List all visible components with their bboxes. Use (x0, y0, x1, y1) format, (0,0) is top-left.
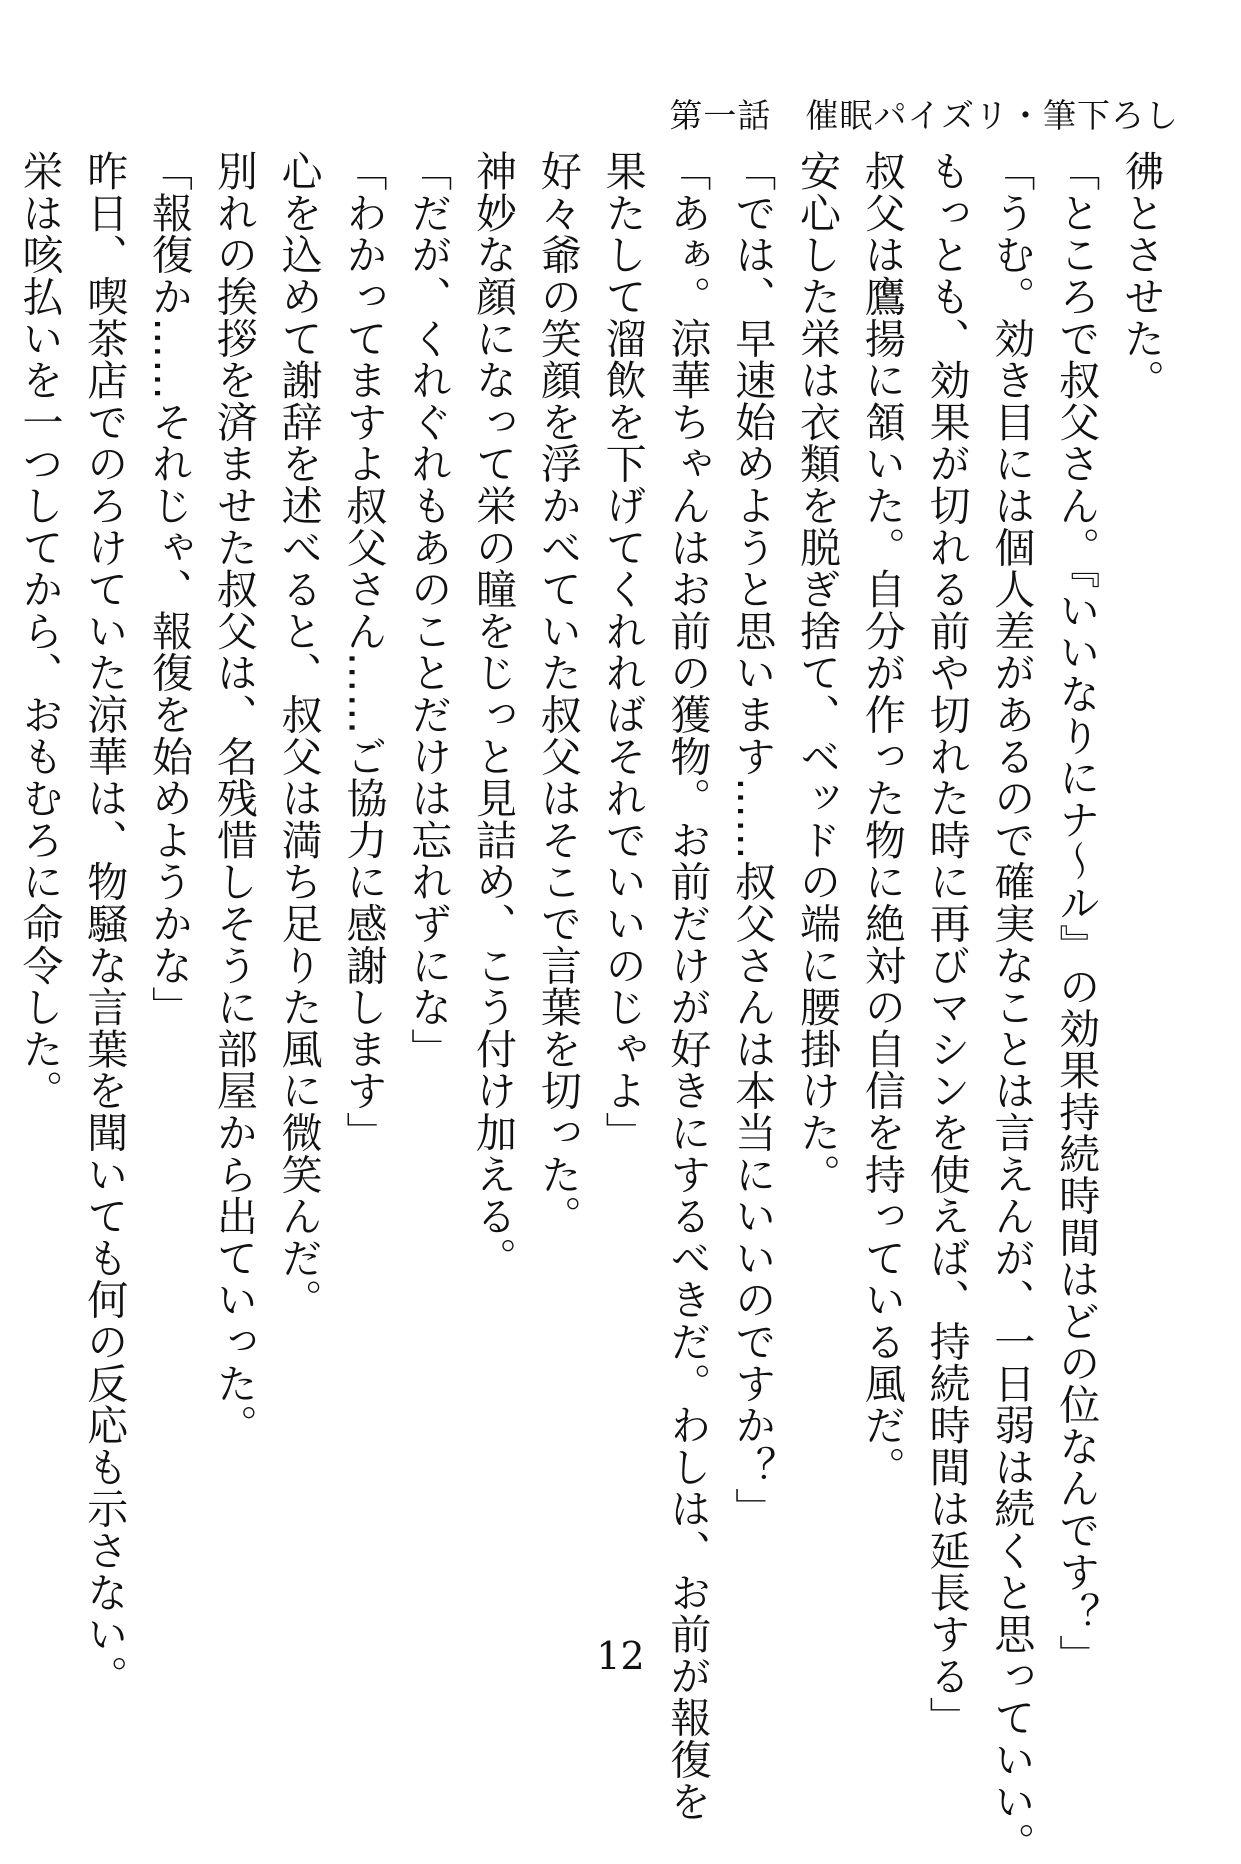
text-line: 彿とさせた。 (1117, 150, 1165, 401)
text-line: 安心した栄は衣類を脱ぎ捨て、ベッドの端に腰掛けた。 (793, 150, 842, 1195)
text-line: 神妙な顔になって栄の瞳をじっと見詰め、こう付け加える。 (469, 150, 518, 1279)
text-line: 「うむ。効き目には個人差があるので確実なことは言えんが、一日弱は続くと思っていい。 (987, 150, 1036, 1864)
text-line: 「では、早速始めようと思います……叔父さんは本当にいいのですか？」 (728, 150, 777, 1530)
text-line: 別れの挨拶を済ませた叔父は、名残惜しそうに部屋から出ていった。 (209, 150, 258, 1446)
text-line: 「報復か……それじゃ、報復を始めようかな」 (145, 150, 194, 1028)
text-line: もっとも、効果が切れる前や切れた時に再びマシンを使えば、持続時間は延長する」 (922, 150, 971, 1739)
text-line: 心を込めて謝辞を述べると、叔父は満ち足りた風に微笑んだ。 (274, 150, 323, 1321)
text-line: 「ところで叔父さん。『いいなりにナ～ル』の効果持続時間はどの位なんです？」 (1052, 150, 1101, 1677)
text-line: 好々爺の笑顔を浮かべていた叔父はそこで言葉を切った。 (533, 150, 582, 1237)
text-line: 「あぁ。涼華ちゃんはお前の獲物。お前だけが好きにするべきだ。わしは、お前が報復を (663, 150, 712, 1822)
text-line: 叔父は鷹揚に頷いた。自分が作った物に絶対の自信を持っている風だ。 (857, 150, 906, 1488)
text-line: 「わかってますよ叔父さん……ご協力に感謝します」 (339, 150, 388, 1154)
chapter-running-header: 第一話 催眠パイズリ・筆下ろし (669, 96, 1179, 135)
page-number: 12 (596, 1634, 645, 1678)
text-line: 「だが、くれぐれもあのことだけは忘れずにな」 (404, 150, 453, 1070)
text-line: 栄は咳払いを一つしてから、おもむろに命令した。 (15, 150, 64, 1112)
text-line: 昨日、喫茶店でのろけていた涼華は、物騒な言葉を聞いても何の反応も示さない。 (80, 150, 129, 1697)
text-line: 果たして溜飲を下げてくれればそれでいいのじゃよ」 (598, 150, 647, 1154)
